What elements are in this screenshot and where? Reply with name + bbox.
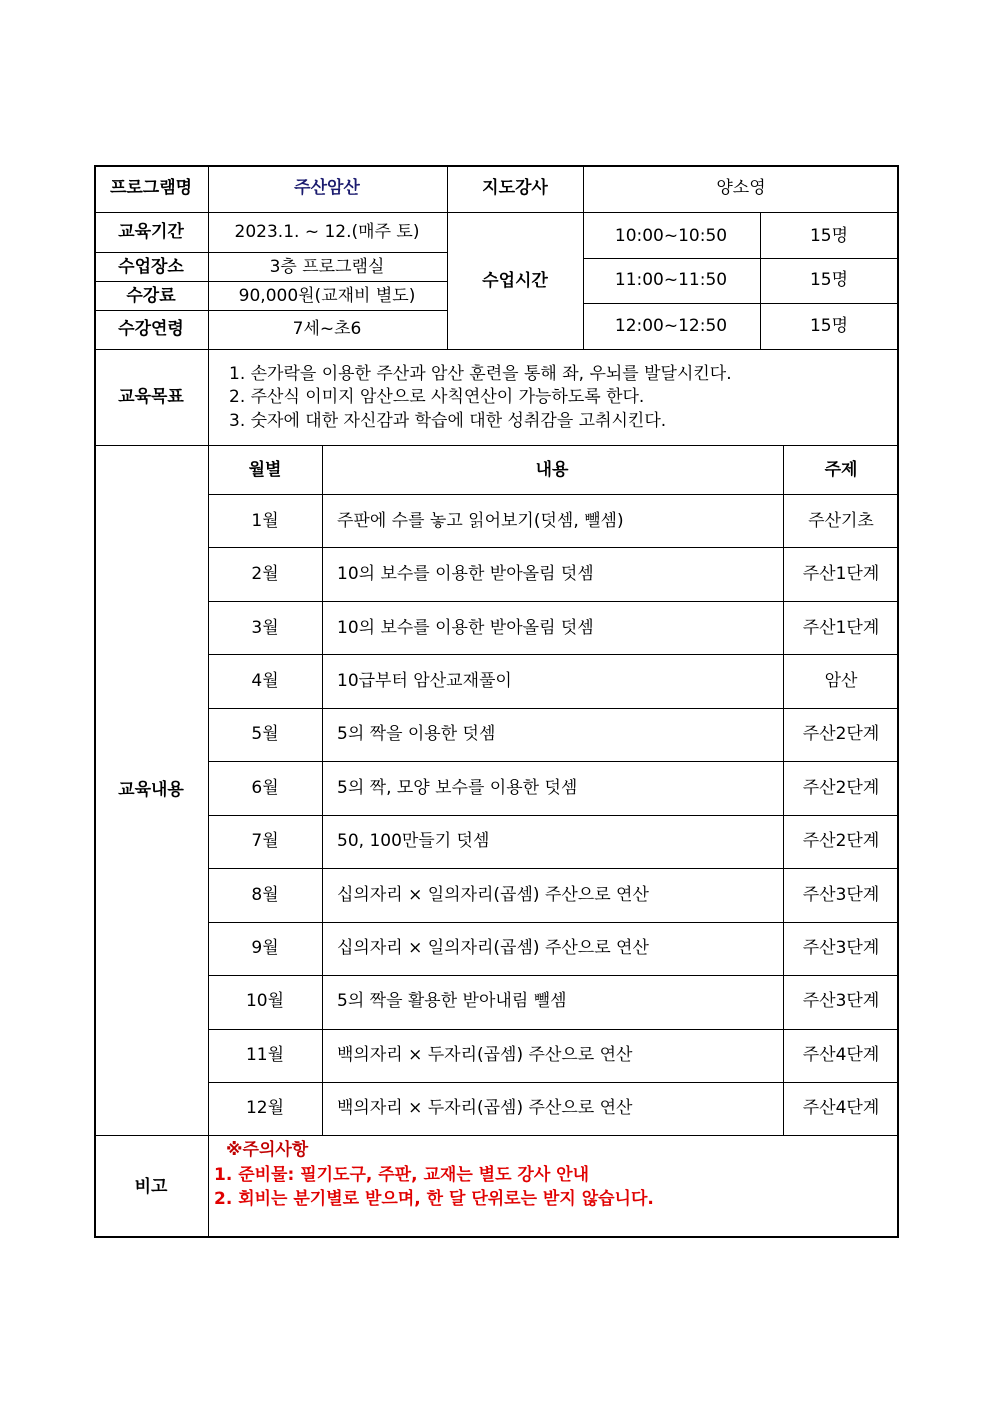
topic-cell: 주산4단계 bbox=[802, 1098, 880, 1118]
column-divider bbox=[760, 212, 761, 349]
row-divider bbox=[208, 601, 899, 602]
row-divider bbox=[208, 815, 899, 816]
goals-label: 교육목표 bbox=[118, 387, 184, 407]
row-divider bbox=[208, 654, 899, 655]
row-divider bbox=[208, 708, 899, 709]
content-cell: 5의 짝, 모양 보수를 이용한 덧셈 bbox=[337, 778, 578, 798]
session-capacity: 15명 bbox=[809, 316, 849, 336]
row-divider bbox=[208, 494, 899, 495]
topic-cell: 주산기초 bbox=[808, 511, 874, 531]
age-label: 수강연령 bbox=[118, 319, 184, 339]
place-value: 3층 프로그램실 bbox=[269, 257, 385, 277]
topic-cell: 주산2단계 bbox=[802, 724, 880, 744]
program-name-label: 프로그램명 bbox=[109, 178, 193, 198]
fee-label: 수강료 bbox=[126, 286, 176, 306]
row-divider bbox=[94, 212, 899, 213]
fee-value: 90,000원(교재비 별도) bbox=[238, 286, 416, 306]
column-divider bbox=[208, 165, 209, 1238]
row-divider bbox=[208, 868, 899, 869]
row-divider bbox=[208, 761, 899, 762]
topic-cell: 주산2단계 bbox=[802, 831, 880, 851]
month-cell: 2월 bbox=[251, 564, 279, 584]
row-divider bbox=[94, 1135, 899, 1136]
goal-item: 3. 숫자에 대한 자신감과 학습에 대한 성취감을 고취시킨다. bbox=[229, 411, 667, 431]
topic-cell: 주산1단계 bbox=[802, 564, 880, 584]
remarks-label: 비고 bbox=[134, 1177, 168, 1197]
session-time: 12:00~12:50 bbox=[614, 316, 728, 336]
topic-cell: 암산 bbox=[824, 671, 858, 691]
month-cell: 8월 bbox=[251, 885, 279, 905]
content-cell: 50, 100만들기 덧셈 bbox=[337, 831, 490, 851]
content-cell: 10의 보수를 이용한 받아올림 덧셈 bbox=[337, 618, 594, 638]
month-cell: 10월 bbox=[245, 991, 285, 1011]
topic-header: 주제 bbox=[824, 460, 858, 480]
row-divider bbox=[208, 975, 899, 976]
topic-cell: 주산3단계 bbox=[802, 938, 880, 958]
month-cell: 3월 bbox=[251, 618, 279, 638]
instructor-label: 지도강사 bbox=[482, 178, 548, 198]
content-cell: 5의 짝을 활용한 받아내림 뺄셈 bbox=[337, 991, 567, 1011]
content-header: 내용 bbox=[535, 460, 569, 480]
age-value: 7세~초6 bbox=[292, 319, 362, 339]
row-divider bbox=[583, 258, 899, 259]
content-cell: 백의자리 × 두자리(곱셈) 주산으로 연산 bbox=[337, 1045, 633, 1065]
curriculum-label: 교육내용 bbox=[118, 780, 184, 800]
session-capacity: 15명 bbox=[809, 226, 849, 246]
row-divider bbox=[94, 349, 899, 350]
row-divider bbox=[94, 252, 447, 253]
row-divider bbox=[208, 922, 899, 923]
row-divider bbox=[94, 281, 447, 282]
notice-item: 1. 준비물: 필기도구, 주판, 교재는 별도 강사 안내 bbox=[214, 1165, 590, 1185]
session-time: 10:00~10:50 bbox=[614, 226, 728, 246]
column-divider bbox=[583, 165, 584, 349]
notice-item: 2. 회비는 분기별로 받으며, 한 달 단위로는 받지 않습니다. bbox=[214, 1189, 654, 1209]
column-divider bbox=[783, 445, 784, 1135]
topic-cell: 주산2단계 bbox=[802, 778, 880, 798]
topic-cell: 주산3단계 bbox=[802, 885, 880, 905]
row-divider bbox=[208, 1029, 899, 1030]
month-cell: 4월 bbox=[251, 671, 279, 691]
column-divider bbox=[447, 165, 448, 349]
session-capacity: 15명 bbox=[809, 270, 849, 290]
content-cell: 5의 짝을 이용한 덧셈 bbox=[337, 724, 496, 744]
program-name-value: 주산암산 bbox=[294, 178, 360, 198]
place-label: 수업장소 bbox=[118, 257, 184, 277]
program-table bbox=[94, 165, 899, 1238]
instructor-value: 양소영 bbox=[716, 178, 766, 198]
month-cell: 1월 bbox=[251, 511, 279, 531]
content-cell: 주판에 수를 놓고 읽어보기(덧셈, 뺄셈) bbox=[337, 511, 624, 531]
content-cell: 십의자리 × 일의자리(곱셈) 주산으로 연산 bbox=[337, 885, 649, 905]
topic-cell: 주산4단계 bbox=[802, 1045, 880, 1065]
row-divider bbox=[583, 303, 899, 304]
month-cell: 12월 bbox=[245, 1098, 285, 1118]
row-divider bbox=[94, 445, 899, 446]
month-cell: 5월 bbox=[251, 724, 279, 744]
notice-title: ※주의사항 bbox=[226, 1140, 309, 1160]
period-value: 2023.1. ~ 12.(매주 토) bbox=[234, 222, 420, 242]
month-cell: 7월 bbox=[251, 831, 279, 851]
goal-item: 2. 주산식 이미지 암산으로 사칙연산이 가능하도록 한다. bbox=[229, 387, 645, 407]
month-cell: 9월 bbox=[251, 938, 279, 958]
row-divider bbox=[94, 310, 447, 311]
class-time-label: 수업시간 bbox=[482, 271, 548, 291]
content-cell: 십의자리 × 일의자리(곱셈) 주산으로 연산 bbox=[337, 938, 649, 958]
month-cell: 6월 bbox=[251, 778, 279, 798]
session-time: 11:00~11:50 bbox=[614, 270, 728, 290]
period-label: 교육기간 bbox=[118, 222, 184, 242]
content-cell: 백의자리 × 두자리(곱셈) 주산으로 연산 bbox=[337, 1098, 633, 1118]
column-divider bbox=[322, 445, 323, 1135]
goal-item: 1. 손가락을 이용한 주산과 암산 훈련을 통해 좌, 우뇌를 발달시킨다. bbox=[229, 364, 732, 384]
month-cell: 11월 bbox=[245, 1045, 285, 1065]
topic-cell: 주산1단계 bbox=[802, 618, 880, 638]
row-divider bbox=[208, 1082, 899, 1083]
content-cell: 10의 보수를 이용한 받아올림 덧셈 bbox=[337, 564, 594, 584]
month-header: 월별 bbox=[248, 460, 282, 480]
topic-cell: 주산3단계 bbox=[802, 991, 880, 1011]
row-divider bbox=[208, 547, 899, 548]
content-cell: 10급부터 암산교재풀이 bbox=[337, 671, 512, 691]
